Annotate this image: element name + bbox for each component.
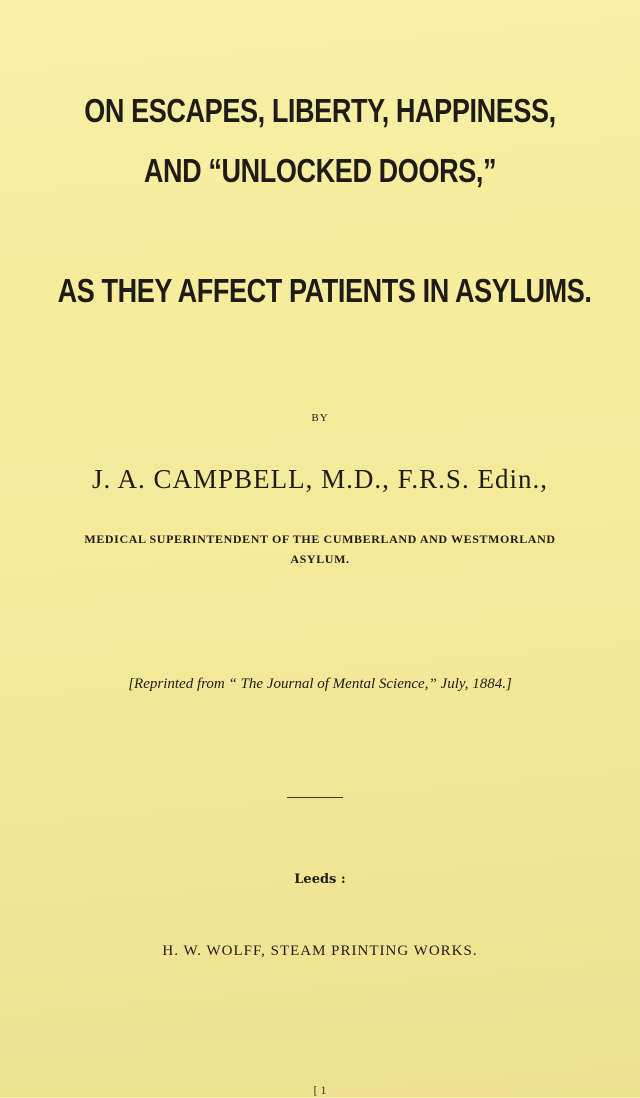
reprint-note: [Reprinted from “ The Journal of Mental Science,” July, 1884.] bbox=[128, 676, 512, 692]
page-mark: [ 1 bbox=[313, 1083, 327, 1097]
title-line-3: AS THEY AFFECT PATIENTS IN ASYLUMS. bbox=[57, 272, 592, 309]
byline: BY bbox=[311, 412, 329, 424]
author-name: J. A. CAMPBELL, M.D., F.R.S. Edin., bbox=[92, 464, 548, 494]
divider-rule bbox=[287, 797, 343, 798]
author-position-line-1: MEDICAL SUPERINTENDENT OF THE CUMBERLAND AND WESTMORLAND bbox=[84, 532, 556, 546]
title-line-1: ON ESCAPES, LIBERTY, HAPPINESS, bbox=[84, 92, 556, 129]
title-line-2: AND “UNLOCKED DOORS,” bbox=[143, 152, 497, 189]
author-position-line-2: ASYLUM. bbox=[290, 552, 350, 566]
imprint-place: Leeds : bbox=[294, 872, 346, 887]
imprint-printer: H. W. WOLFF, STEAM PRINTING WORKS. bbox=[162, 943, 478, 959]
